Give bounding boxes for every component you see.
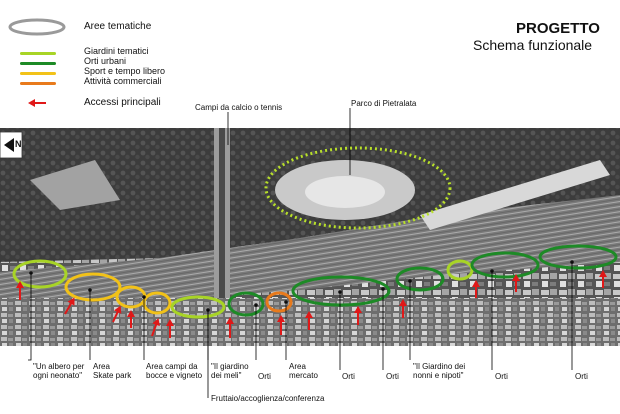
legend-aree: Aree tematiche — [84, 21, 152, 32]
legend-orti: Orti urbani — [84, 56, 127, 66]
legend-accessi: Accessi principali — [84, 97, 161, 108]
label-nonni: "Il Giardino dei nonni e nipoti" — [413, 362, 466, 380]
legend-sport: Sport e tempo libero — [84, 66, 166, 76]
legend-giardini: Giardini tematici — [84, 46, 149, 56]
compass-label: N — [15, 139, 22, 149]
label-orti-4: Orti — [495, 372, 508, 381]
label-orti-1: Orti — [258, 372, 271, 381]
legend-arrow-icon — [28, 99, 46, 107]
label-fruttaio: Fruttaio/accoglienza/conferenza — [211, 394, 325, 403]
legend-commerciali: Attività commerciali — [84, 76, 162, 86]
label-orti-5: Orti — [575, 372, 588, 381]
annot-parco: Parco di Pietralata — [351, 99, 417, 108]
page-title: PROGETTO — [516, 20, 600, 37]
label-orti-2: Orti — [342, 372, 355, 381]
label-skate: Area Skate park — [93, 362, 132, 380]
label-giardino-meli: "Il giardino dei meli" — [211, 362, 249, 380]
label-bocce: Area campi da bocce e vigneto — [146, 362, 203, 380]
label-orti-3: Orti — [386, 372, 399, 381]
label-albero: "Un albero per ogni neonato" — [33, 362, 85, 380]
legend-ellipse-icon — [10, 20, 64, 34]
label-mercato: Area mercato — [289, 362, 318, 380]
annot-campi: Campi da calcio o tennis — [195, 103, 283, 112]
page-subtitle: Schema funzionale — [473, 37, 593, 53]
